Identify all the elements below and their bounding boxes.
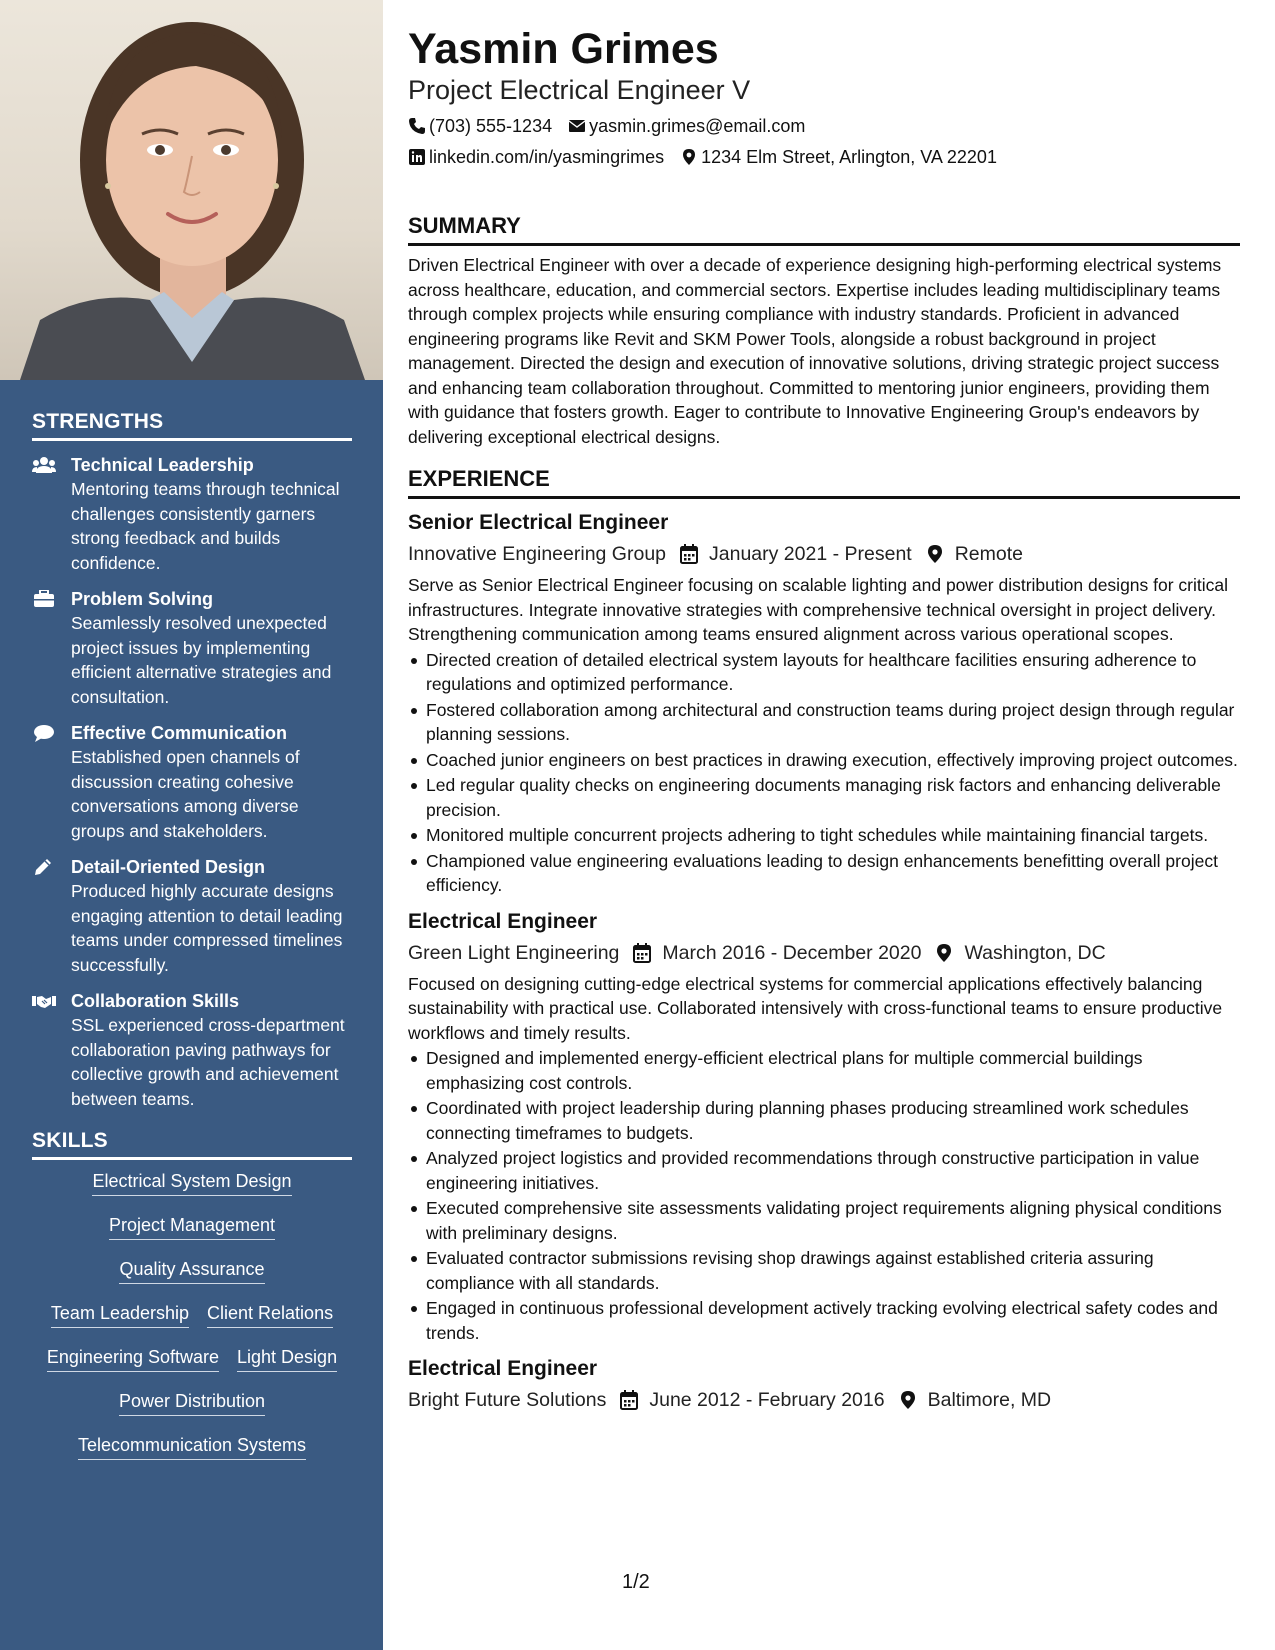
address: 1234 Elm Street, Arlington, VA 22201 xyxy=(701,147,997,167)
bullet-item: Evaluated contractor submissions revising shop drawings against established criteria assuring compliance with all standards. xyxy=(426,1246,1240,1295)
skills-heading: SKILLS xyxy=(32,1129,352,1160)
strength-item xyxy=(32,587,352,709)
skill-tag: Electrical System Design xyxy=(92,1170,291,1196)
phone-icon xyxy=(408,117,426,135)
bullet-item: Engaged in continuous professional development actively tracking evolving electrical safety codes and trends. xyxy=(426,1296,1240,1345)
summary-heading: SUMMARY xyxy=(408,212,1240,246)
main-content xyxy=(408,0,1240,1414)
strength-description: Seamlessly resolved unexpected project issues by implementing efficient alternative strategies and consultation. xyxy=(71,613,332,707)
skill-tag: Engineering Software xyxy=(47,1346,219,1372)
bullet-item: Coordinated with project leadership during planning phases producing streamlined work schedules connecting timeframes to budgets. xyxy=(426,1096,1240,1145)
linkedin-icon xyxy=(408,148,426,166)
linkedin-link[interactable]: linkedin.com/in/yasmingrimes xyxy=(429,147,665,167)
company-name: Bright Future Solutions xyxy=(408,1389,607,1411)
strength-description: Mentoring teams through technical challenges consistently garners strong feedback and builds confidence. xyxy=(71,479,340,573)
strength-item xyxy=(32,721,352,843)
skill-tag: Power Distribution xyxy=(119,1390,265,1416)
map-marker-icon xyxy=(680,148,698,166)
job-title-header: Project Electrical Engineer V xyxy=(408,75,751,105)
job-description: Serve as Senior Electrical Engineer focusing on scalable lighting and power distribution designs for critical infrastructures. Integrate innovative strategies with comprehensive technical oversight in project delivery. Strengthening communication among teams ensured alignment across various operational scopes. xyxy=(408,575,1229,644)
job-location: Remote xyxy=(954,543,1023,565)
job-entry xyxy=(408,1355,1240,1414)
job-meta xyxy=(408,1386,1240,1414)
company-name: Green Light Engineering xyxy=(408,941,620,964)
experience-heading: EXPERIENCE xyxy=(408,465,1240,499)
strength-title: Effective Communication xyxy=(71,723,288,743)
strength-item xyxy=(32,855,352,977)
profile-photo xyxy=(0,0,383,380)
bullet-item: Led regular quality checks on engineering documents managing risk factors and enhancing deliverable precision. xyxy=(426,773,1240,822)
map-marker-icon xyxy=(935,943,953,963)
bullet-item: Designed and implemented energy-efficient electrical plans for multiple commercial buildings emphasizing cost controls. xyxy=(426,1046,1240,1095)
strength-item xyxy=(32,453,352,575)
skill-tag: Telecommunication Systems xyxy=(78,1434,306,1460)
skill-tag: Team Leadership xyxy=(51,1302,189,1328)
strength-item xyxy=(32,989,352,1111)
skill-tag: Light Design xyxy=(237,1346,337,1372)
skill-tag: Quality Assurance xyxy=(119,1258,264,1284)
strength-title: Detail-Oriented Design xyxy=(71,857,266,877)
strengths-heading: STRENGTHS xyxy=(32,410,352,441)
contact-row-1 xyxy=(408,115,1240,137)
portrait-illustration xyxy=(0,0,383,380)
calendar-icon xyxy=(633,943,651,963)
sidebar xyxy=(0,0,383,1650)
comment-icon xyxy=(32,724,56,742)
calendar-icon xyxy=(680,544,698,564)
strength-description: Established open channels of discussion creating cohesive conversations among diverse groups and stakeholders. xyxy=(71,747,300,841)
briefcase-icon xyxy=(32,590,56,608)
job-entry xyxy=(408,509,1240,898)
job-location: Washington, DC xyxy=(964,941,1106,964)
job-entry xyxy=(408,908,1240,1346)
job-meta xyxy=(408,939,1240,967)
phone-number: (703) 555-1234 xyxy=(429,116,553,136)
job-bullets xyxy=(408,1046,1240,1345)
bullet-item: Coached junior engineers on best practices in drawing execution, effectively improving project outcomes. xyxy=(426,748,1240,773)
pencil-icon xyxy=(32,858,56,876)
skill-tag: Client Relations xyxy=(207,1302,333,1328)
strength-title: Problem Solving xyxy=(71,589,214,609)
envelope-icon xyxy=(568,117,586,135)
skills-list xyxy=(32,1170,352,1460)
map-marker-icon xyxy=(926,544,944,564)
sidebar-content xyxy=(32,410,352,1478)
bullet-item: Monitored multiple concurrent projects adhering to tight schedules while maintaining financial targets. xyxy=(426,823,1240,848)
summary-text: Driven Electrical Engineer with over a decade of experience designing high-performing electrical systems across healthcare, education, and commercial sectors. Expertise includes leading multidisciplinary teams through complex projects while ensuring compliance with industry standards. Proficient in advanced engineering programs like Revit and SKM Power Tools, alongside a robust background in project management. Directed the design and execution of innovative solutions, driving strategic project success and enhancing team collaboration throughout. Committed to mentoring junior engineers, providing them with guidance that fosters growth. Eager to contribute to Innovative Engineering Group's endeavors by delivering exceptional electrical designs. xyxy=(408,255,1222,447)
company-name: Innovative Engineering Group xyxy=(408,543,667,565)
job-title: Electrical Engineer xyxy=(408,909,598,933)
job-bullets xyxy=(408,648,1240,898)
skill-tag: Project Management xyxy=(109,1214,275,1240)
contact-row-2 xyxy=(408,146,1240,168)
job-meta xyxy=(408,540,1240,568)
email-link[interactable]: yasmin.grimes@email.com xyxy=(589,116,806,136)
job-location: Baltimore, MD xyxy=(927,1389,1052,1411)
strength-description: Produced highly accurate designs engaging attention to detail leading teams under compressed timelines successfully. xyxy=(71,881,343,975)
bullet-item: Analyzed project logistics and provided recommendations through constructive participation in value engineering initiatives. xyxy=(426,1146,1240,1195)
candidate-name: Yasmin Grimes xyxy=(408,25,719,73)
bullet-item: Championed value engineering evaluations leading to design enhancements benefitting overall project efficiency. xyxy=(426,849,1240,898)
job-title: Senior Electrical Engineer xyxy=(408,511,669,534)
bullet-item: Fostered collaboration among architectural and construction teams during project design through regular planning sessions. xyxy=(426,698,1240,747)
strength-title: Technical Leadership xyxy=(71,455,254,475)
page-number: 1/2 xyxy=(622,1571,650,1593)
strength-description: SSL experienced cross-department collaboration paving pathways for collective growth and achievement between teams. xyxy=(71,1015,345,1109)
job-dates: January 2021 - Present xyxy=(709,543,912,565)
job-dates: March 2016 - December 2020 xyxy=(662,941,922,964)
job-title: Electrical Engineer xyxy=(408,1357,598,1380)
users-icon xyxy=(32,456,56,474)
bullet-item: Executed comprehensive site assessments validating project requirements aligning physical conditions with preliminary designs. xyxy=(426,1196,1240,1245)
map-marker-icon xyxy=(899,1390,917,1410)
calendar-icon xyxy=(620,1390,638,1410)
handshake-icon xyxy=(32,992,56,1010)
bullet-item: Directed creation of detailed electrical system layouts for healthcare facilities ensuring adherence to regulations and optimized performance. xyxy=(426,648,1240,697)
job-description: Focused on designing cutting-edge electrical systems for commercial applications effectively balancing sustainability with practical use. Collaborated intensively with cross-functional teams to ensure productive workflows and timely results. xyxy=(408,973,1223,1043)
job-dates: June 2012 - February 2016 xyxy=(649,1389,885,1411)
strength-title: Collaboration Skills xyxy=(71,991,240,1011)
